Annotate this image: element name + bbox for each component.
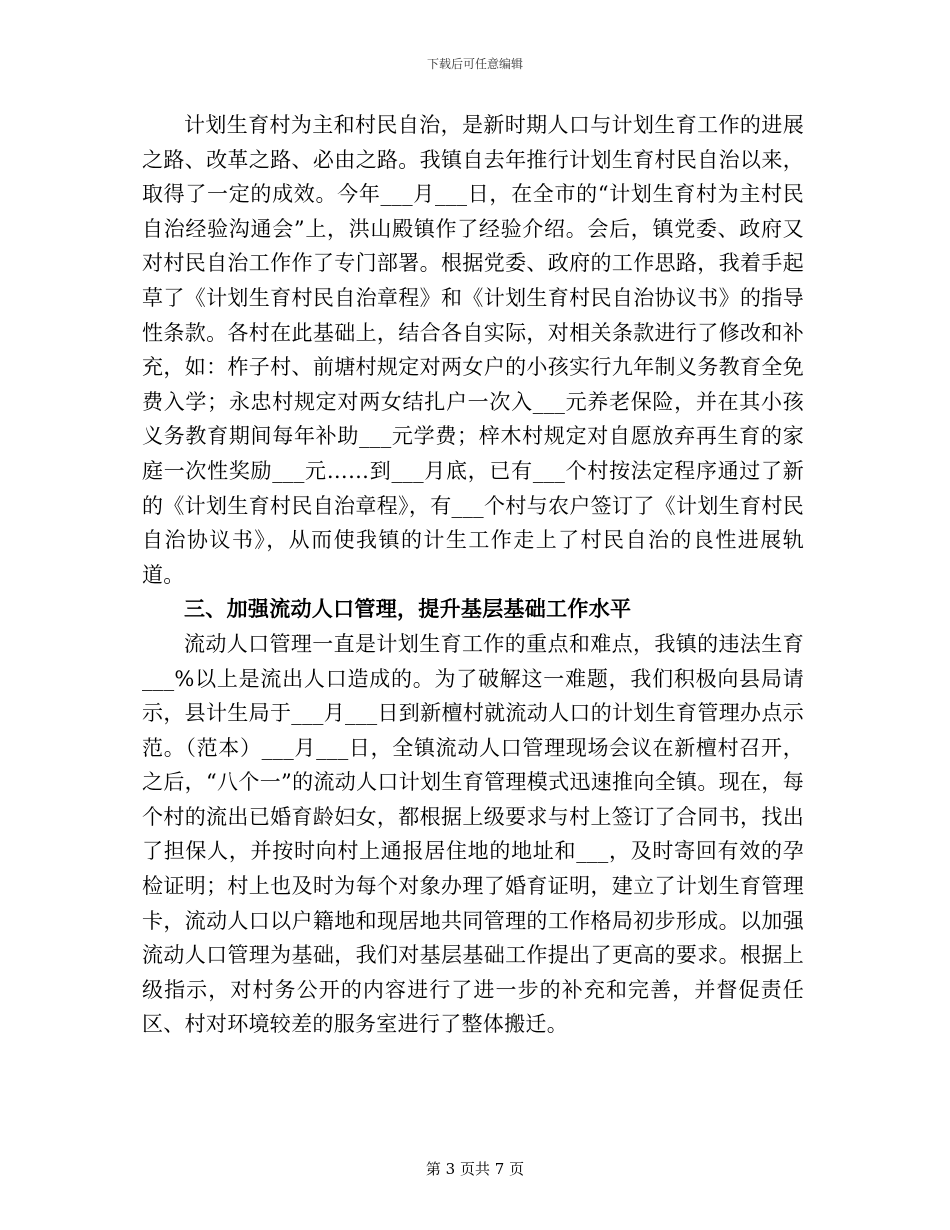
section-heading-3: 三、加强流动人口管理，提升基层基础工作水平 bbox=[184, 597, 632, 622]
document-body bbox=[142, 108, 804, 1042]
paragraph-village-autonomy: 计划生育村为主和村民自治，是新时期人口与计划生育工作的进展之路、改革之路、必由之路。我镇自去年推行计划生育村民自治以来，取得了一定的成效。今年___月___日，在全市的“计划生育村为主村民自治经验沟通会”上，洪山殿镇作了经验介绍。会后，镇党委、政府又对村民自治工作作了专门部署。根据党委、政府的工作思路，我着手起草了《计划生育村民自治章程》和《计划生育村民自治协议书》的指导性条款。各村在此基础上，结合各自实际，对相关条款进行了修改和补充，如：柞子村、前塘村规定对两女户的小孩实行九年制义务教育全免费入学；永忠村规定对两女结扎户一次入___元养老保险，并在其小孩义务教育期间每年补助___元学费；梓木村规定对自愿放弃再生育的家庭一次性奖励___元……到___月底，已有___个村按法定程序通过了新的《计划生育村民自治章程》，有___个村与农户签订了《计划生育村民自治协议书》，从而使我镇的计生工作走上了村民自治的良性进展轨道。 bbox=[142, 113, 804, 587]
page-footer: 第 3 页共 7 页 bbox=[425, 1160, 525, 1178]
page-header: 下载后可任意编辑 bbox=[426, 57, 523, 71]
paragraph-floating-population: 流动人口管理一直是计划生育工作的重点和难点，我镇的违法生育___%以上是流出人口造成的。为了破解这一难题，我们积极向县局请示，县计生局于___月___日到新檀村就流动人口的计划生育管理办点示范。（范本）___月___日，全镇流动人口管理现场会议在新檀村召开，之后，“八个一”的流动人口计划生育管理模式迅速推向全镇。现在，每个村的流出已婚育龄妇女，都根据上级要求与村上签订了合同书，找出了担保人，并按时向村上通报居住地的地址和___，及时寄回有效的孕检证明；村上也及时为每个对象办理了婚育证明，建立了计划生育管理卡，流动人口以户籍地和现居地共同管理的工作格局初步形成。以加强流动人口管理为基础，我们对基层基础工作提出了更高的要求。根据上级指示，对村务公开的内容进行了进一步的补充和完善，并督促责任区、村对环境较差的服务室进行了整体搬迁。 bbox=[142, 631, 804, 1037]
